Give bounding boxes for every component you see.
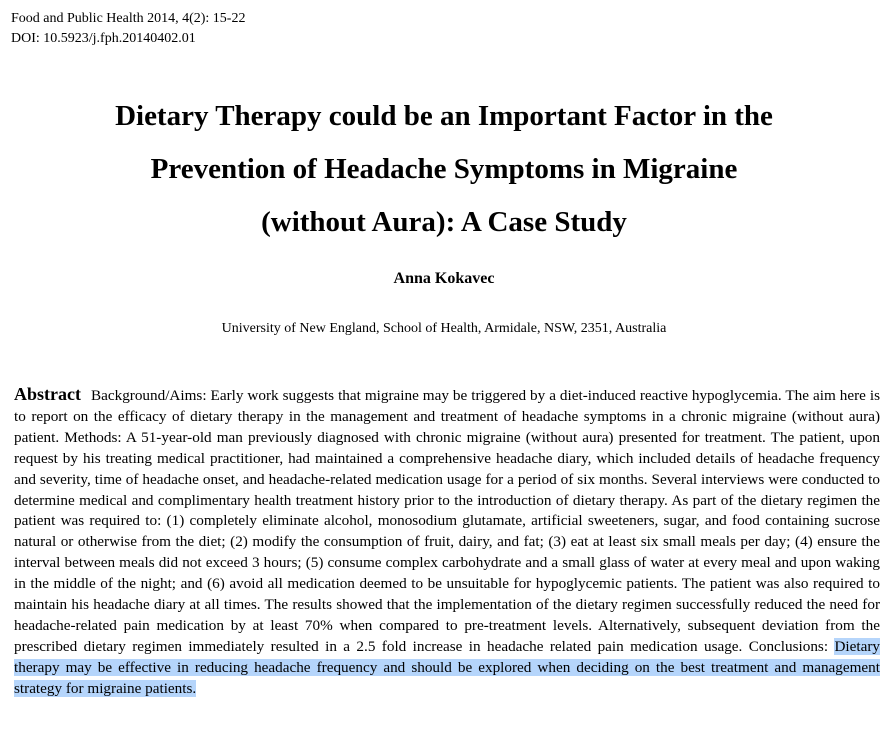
- journal-doi: DOI: 10.5923/j.fph.20140402.01: [11, 31, 196, 46]
- highlighted-selection[interactable]: Dietary therapy may be effective in reducing headache frequency and should be explored when deciding on the best treatment and management strategy for migraine patients.: [14, 637, 880, 697]
- abstract-heading: Abstract: [14, 384, 81, 404]
- journal-header: [11, 9, 245, 49]
- title-line-2: Prevention of Headache Symptoms in Migraine: [150, 153, 738, 185]
- author-affiliation: University of New England, School of Health, Armidale, NSW, 2351, Australia: [221, 321, 667, 336]
- journal-citation: Food and Public Health 2014, 4(2): 15-22: [11, 11, 246, 26]
- author-name: Anna Kokavec: [393, 270, 495, 287]
- title-line-1: Dietary Therapy could be an Important Factor in the: [115, 100, 773, 132]
- abstract-body: Background/Aims: Early work suggests that migraine may be triggered by a diet-induced reactive hypoglycemia. The aim here is to report on the efficacy of dietary therapy in the management and treatment of headache symptoms in a chronic migraine (without aura) patient. Methods: A 51-year-old man previously diagnosed with chronic migraine (without aura) presented for treatment. The patient, upon request by his treating medical practitioner, had maintained a comprehensive headache diary, which included details of headache frequency and severity, time of headache onset, and headache-related medication usage for a period of six months. Several interviews were conducted to determine medical and complimentary health treatment history prior to the introduction of dietary therapy. As part of the dietary regimen the patient was required to: (1) completely eliminate alcohol, monosodium glutamate, artificial sweeteners, sugar, and food containing sucrose natural or otherwise from the diet; (2) modify the consumption of fruit, dairy, and fat; (3) eat at least six small meals per day; (4) ensure the interval between meals did not exceed 3 hours; (5) consume complex carbohydrate and a small glass of water at every meal and upon waking in the middle of the night; and (6) avoid all medication deemed to be unsuitable for hypoglycemic patients. The patient was also required to maintain his headache diary at all times. The results showed that the implementation of the dietary regimen successfully reduced the need for headache-related pain medication by at least 70% when compared to pre-treatment levels. Alternatively, subsequent deviation from the prescribed dietary regimen immediately resulted in a 2.5 fold increase in headache related pain medication usage. Conclusions:: [14, 387, 880, 655]
- abstract-section: [14, 384, 880, 700]
- title-line-3: (without Aura): A Case Study: [261, 206, 627, 238]
- paper-title: [0, 90, 888, 249]
